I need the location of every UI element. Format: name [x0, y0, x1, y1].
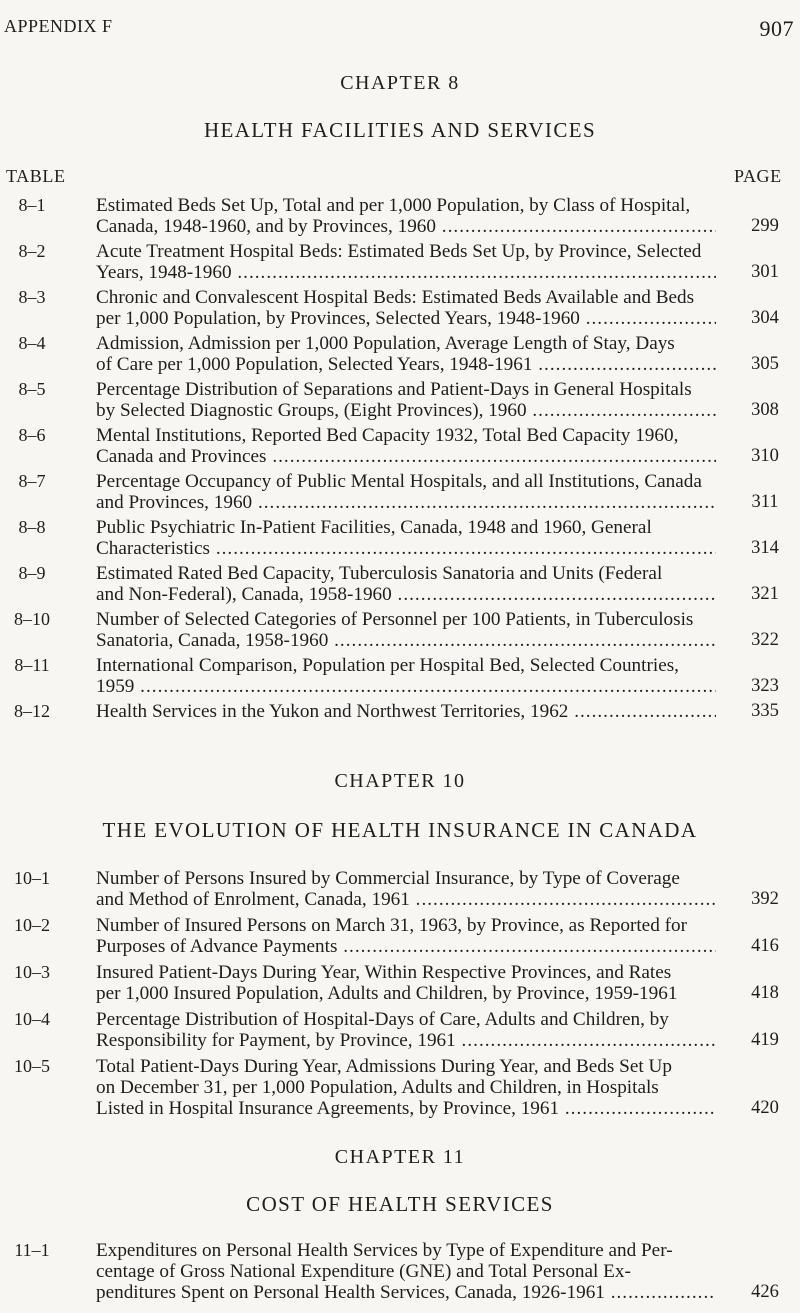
title-line: per 1,000 Insured Population, Adults and Children, by Province, 1959-1961	[96, 983, 678, 1004]
title-line: penditures Spent on Personal Health Services, Canada, 1926-1961 .....	[96, 1282, 716, 1303]
table-title	[96, 1056, 716, 1119]
page-number: 907	[759, 16, 794, 41]
table-title	[96, 241, 716, 283]
table-number: 8–8	[18, 517, 46, 537]
title-line: Estimated Rated Bed Capacity, Tuberculosis Sanatoria and Units (Federal	[96, 563, 663, 584]
title-line: Sanatoria, Canada, 1958-1960 .....	[96, 630, 716, 651]
table-title	[96, 915, 716, 957]
title-line: Percentage Occupancy of Public Mental Hospitals, and all Institutions, Canada	[96, 471, 702, 492]
table-number: 8–5	[18, 379, 46, 399]
title-line: Health Services in the Yukon and Northwest Territories, 1962 .....	[96, 701, 716, 722]
title-line: on December 31, per 1,000 Population, Adults and Children, in Hospitals	[96, 1077, 659, 1098]
table-number: 11–1	[14, 1240, 50, 1260]
title-line: Chronic and Convalescent Hospital Beds: Estimated Beds Available and Beds	[96, 287, 695, 308]
title-line: and Provinces, 1960 .....	[96, 492, 716, 513]
entry-page: 301	[751, 262, 779, 282]
entry-page: 418	[751, 983, 779, 1003]
entry-page: 310	[751, 446, 779, 466]
table-title	[96, 425, 716, 467]
table-number: 8–2	[18, 241, 46, 261]
table-number: 10–1	[14, 868, 50, 888]
table-number: 8–7	[18, 471, 46, 491]
page-column-header: PAGE	[734, 166, 782, 186]
title-line: Public Psychiatric In-Patient Facilities, Canada, 1948 and 1960, General	[96, 517, 652, 538]
title-line: Estimated Beds Set Up, Total and per 1,000 Population, by Class of Hospital,	[96, 195, 691, 216]
table-number: 8–12	[14, 701, 50, 721]
chapter-11-title: COST OF HEALTH SERVICES	[246, 1192, 554, 1216]
title-line: Number of Insured Persons on March 31, 1963, by Province, as Reported for	[96, 915, 687, 936]
entry-page: 419	[751, 1030, 779, 1050]
entry-page: 322	[751, 630, 779, 650]
appendix-label: APPENDIX F	[4, 16, 113, 36]
entry-page: 426	[751, 1282, 779, 1302]
table-title	[96, 517, 716, 559]
entry-page: 335	[751, 701, 779, 721]
chapter-8-title: HEALTH FACILITIES AND SERVICES	[203, 118, 597, 142]
entry-page: 321	[751, 584, 779, 604]
table-title	[96, 1009, 716, 1051]
title-line: Total Patient-Days During Year, Admissions During Year, and Beds Set Up	[96, 1056, 672, 1077]
title-line: Percentage Distribution of Hospital-Days of Care, Adults and Children, by	[96, 1009, 669, 1030]
entry-page: 311	[751, 492, 779, 512]
table-title	[96, 868, 716, 910]
table-number: 10–4	[14, 1009, 50, 1029]
table-title	[96, 609, 716, 651]
title-line: Mental Institutions, Reported Bed Capacity 1932, Total Bed Capacity 1960,	[96, 425, 679, 446]
table-number: 8–3	[18, 287, 46, 307]
title-line: Number of Selected Categories of Personnel per 100 Patients, in Tuberculosis	[96, 609, 694, 630]
table-column-header: TABLE	[6, 166, 66, 186]
chapter-10-title: THE EVOLUTION OF HEALTH INSURANCE IN CANADA	[102, 818, 698, 842]
chapter-10-label: CHAPTER 10	[334, 770, 466, 792]
title-line: Percentage Distribution of Separations and Patient-Days in General Hospitals	[96, 379, 692, 400]
title-line: International Comparison, Population per Hospital Bed, Selected Countries,	[96, 655, 679, 676]
table-title	[96, 1240, 716, 1303]
title-line: Listed in Hospital Insurance Agreements, by Province, 1961 .....	[96, 1098, 716, 1119]
title-line: and Non-Federal), Canada, 1958-1960 .....	[96, 584, 716, 605]
title-line: centage of Gross National Expenditure (GNE) and Total Personal Ex-	[96, 1261, 631, 1282]
title-line: Acute Treatment Hospital Beds: Estimated Beds Set Up, by Province, Selected	[96, 241, 702, 262]
table-title	[96, 379, 716, 421]
table-number: 8–6	[18, 425, 46, 445]
running-head	[0, 16, 800, 46]
title-line: of Care per 1,000 Population, Selected Years, 1948-1961 .....	[96, 354, 716, 375]
title-line: Canada, 1948-1960, and by Provinces, 1960 .....	[96, 216, 716, 237]
entry-page: 420	[751, 1098, 779, 1118]
title-line: Years, 1948-1960 .....	[96, 262, 716, 283]
title-line: Expenditures on Personal Health Services by Type of Expenditure and Per-	[96, 1240, 673, 1261]
table-title	[96, 333, 716, 375]
table-number: 8–4	[18, 333, 46, 353]
chapter-11-label: CHAPTER 11	[334, 1146, 466, 1168]
entry-page: 323	[751, 676, 779, 696]
entry-page: 299	[751, 216, 779, 236]
table-title	[96, 287, 716, 329]
table-number: 8–11	[14, 655, 50, 675]
title-line: and Method of Enrolment, Canada, 1961 .....	[96, 889, 716, 910]
entry-page: 308	[751, 400, 779, 420]
table-number: 10–5	[14, 1056, 50, 1076]
entry-page: 416	[751, 936, 779, 956]
title-line: per 1,000 Population, by Provinces, Selected Years, 1948-1960 .....	[96, 308, 716, 329]
table-number: 8–9	[18, 563, 46, 583]
table-title	[96, 962, 716, 1004]
entry-page: 314	[751, 538, 779, 558]
title-line: Canada and Provinces .....	[96, 446, 716, 467]
title-line: 1959 .....	[96, 676, 716, 697]
table-number: 10–3	[14, 962, 50, 982]
title-line: Insured Patient-Days During Year, Within Respective Provinces, and Rates	[96, 962, 672, 983]
title-line: Purposes of Advance Payments .....	[96, 936, 716, 957]
title-line: Number of Persons Insured by Commercial Insurance, by Type of Coverage	[96, 868, 680, 889]
table-number: 8–1	[18, 195, 46, 215]
entry-page: 305	[751, 354, 779, 374]
title-line: Responsibility for Payment, by Province, 1961 .....	[96, 1030, 716, 1051]
table-title	[96, 195, 716, 237]
table-title	[96, 701, 716, 722]
title-line: by Selected Diagnostic Groups, (Eight Provinces), 1960 .....	[96, 400, 716, 421]
table-number: 8–10	[14, 609, 50, 629]
title-line: Characteristics .....	[96, 538, 716, 559]
chapter-8-label: CHAPTER 8	[340, 72, 460, 94]
title-line: Admission, Admission per 1,000 Population, Average Length of Stay, Days	[96, 333, 675, 354]
table-title	[96, 563, 716, 605]
table-number: 10–2	[14, 915, 50, 935]
entry-page: 304	[751, 308, 779, 328]
entry-page: 392	[751, 889, 779, 909]
table-title	[96, 655, 716, 697]
table-title	[96, 471, 716, 513]
